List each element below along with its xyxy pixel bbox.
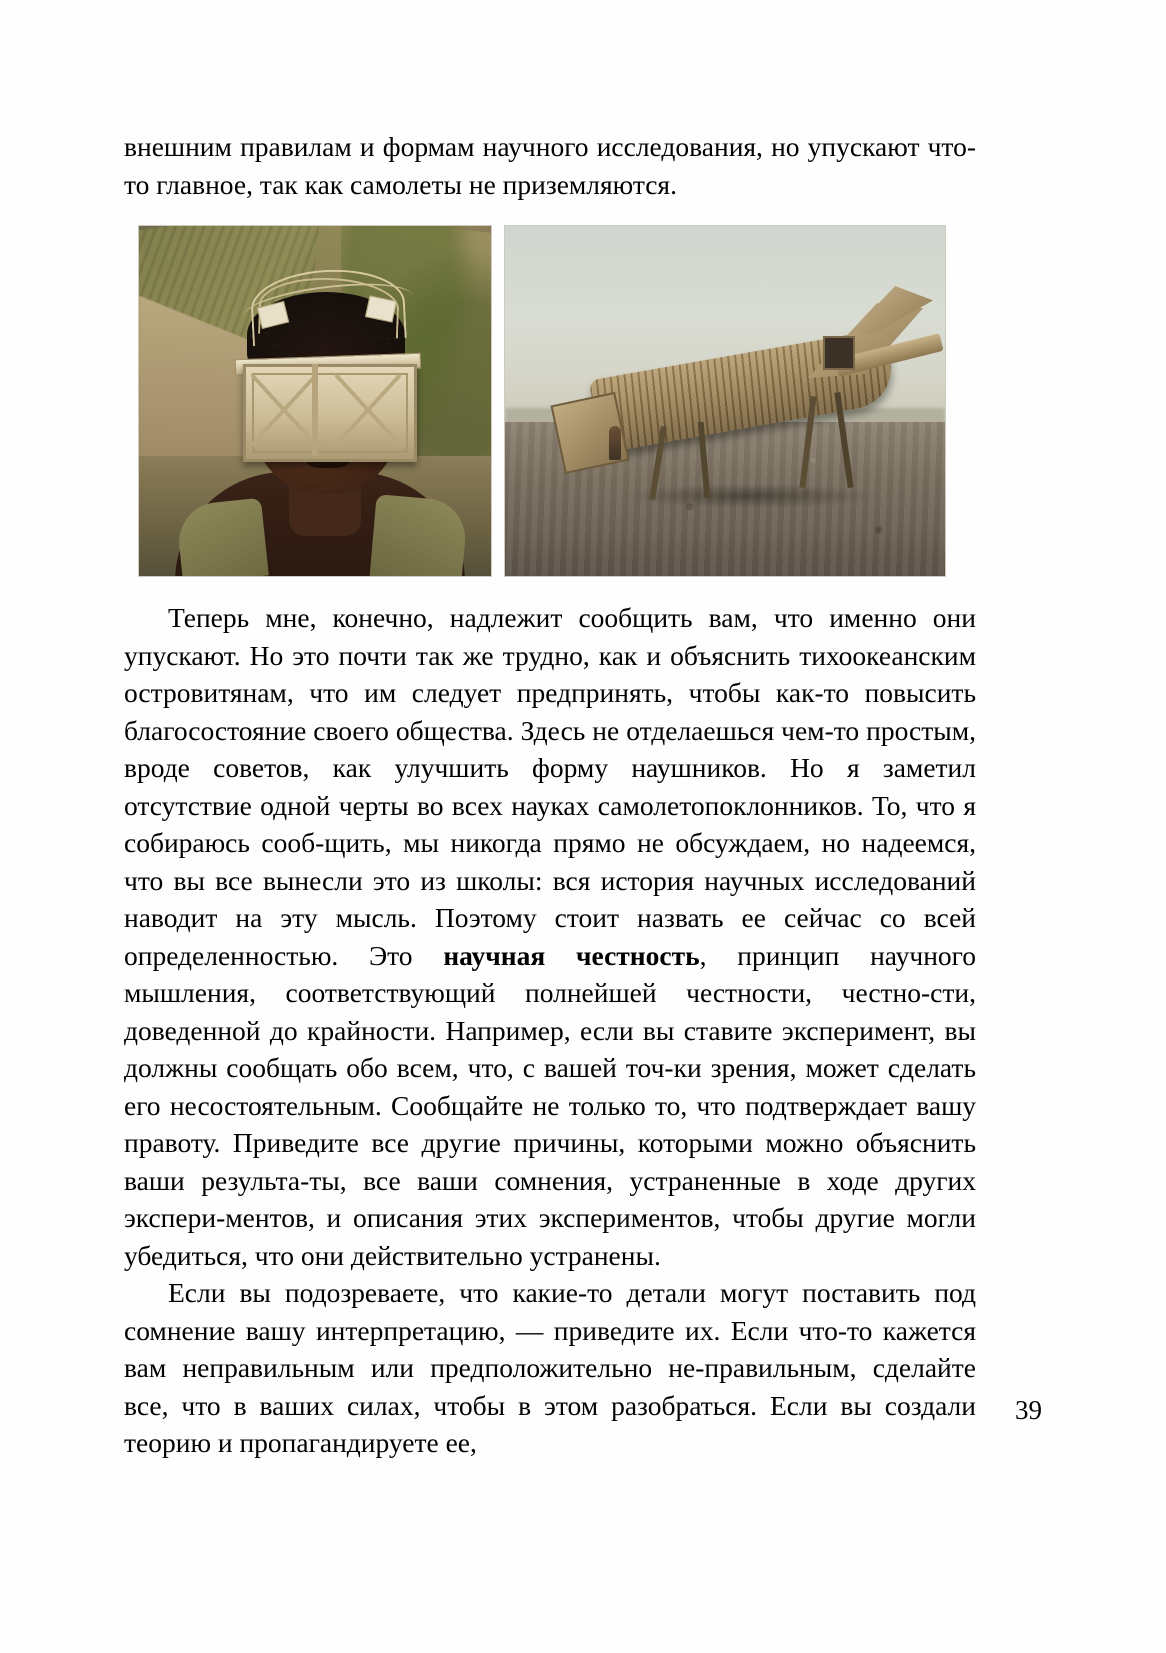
- figure-row: [138, 225, 976, 577]
- plane-shadow-shape: [625, 484, 875, 508]
- goggles-lattice-left: [251, 374, 317, 446]
- goggles-center-divider: [312, 364, 318, 456]
- paragraph-main-part1: Теперь мне, конечно, надлежит сообщить вам, что именно они упускают. Но это почти так же трудно, как и объяснить тихоокеанским островитянам, что им следует предпринять, чтобы как-то повысить благосостояние своего общества. Здесь не отделаешься чем-то простым, вроде советов, как улучшить форму наушников. Но я заметил отсутствие одной черты во всех науках самолетопоклонников. То, что я собираюсь сооб-щить, мы никогда прямо не обсуждаем, но надеемся, что вы все вынесли это из школы: вся история научных исследований наводит на эту мысль. Поэтому стоит назвать ее сейчас со всей определенностью. Это: [124, 602, 976, 971]
- emphasis-scientific-honesty: научная честность: [443, 939, 700, 971]
- paragraph-intro: внешним правилам и формам научного исследования, но упускают что-то главное, так как самолеты не приземляются.: [124, 131, 976, 200]
- goggles-lattice-right: [335, 374, 401, 446]
- paragraph-main: [124, 599, 976, 1274]
- page-content: [124, 128, 976, 1462]
- person-figure-shape: [609, 426, 621, 460]
- page-number: 39: [1015, 1395, 1042, 1425]
- paragraph-main-part2: , принцип научного мышления, соответствующий полнейшей честности, честно-сти, доведенной до крайности. Например, если вы ставите эксперимент, вы должны сообщать обо всем, что, с вашей точ-ки зрения, может сделать его несостоятельным. Сообщайте не только то, что подтверждает вашу правоту. Приведите все другие причины, которыми можно объяснить ваши результа-ты, все ваши сомнения, устраненные в ходе других экспери-ментов, и описания этих экспериментов, чтобы другие могли убедиться, что они действительно устранены.: [124, 939, 977, 1271]
- paragraph-closing: Если вы подозреваете, что какие-то детали могут поставить под сомнение вашу интерпретацию, — приведите их. Если что-то кажется вам неправильным или предположительно не-правильным, сделайте все, что в ваших силах, чтобы в этом разобраться. Если вы создали теорию и пропагандируете ее,: [124, 1277, 976, 1458]
- photo-straw-cargo-plane-replica: [504, 225, 946, 577]
- plane-cockpit-shape: [823, 336, 855, 370]
- photo-boy-with-wooden-headset: [138, 225, 492, 577]
